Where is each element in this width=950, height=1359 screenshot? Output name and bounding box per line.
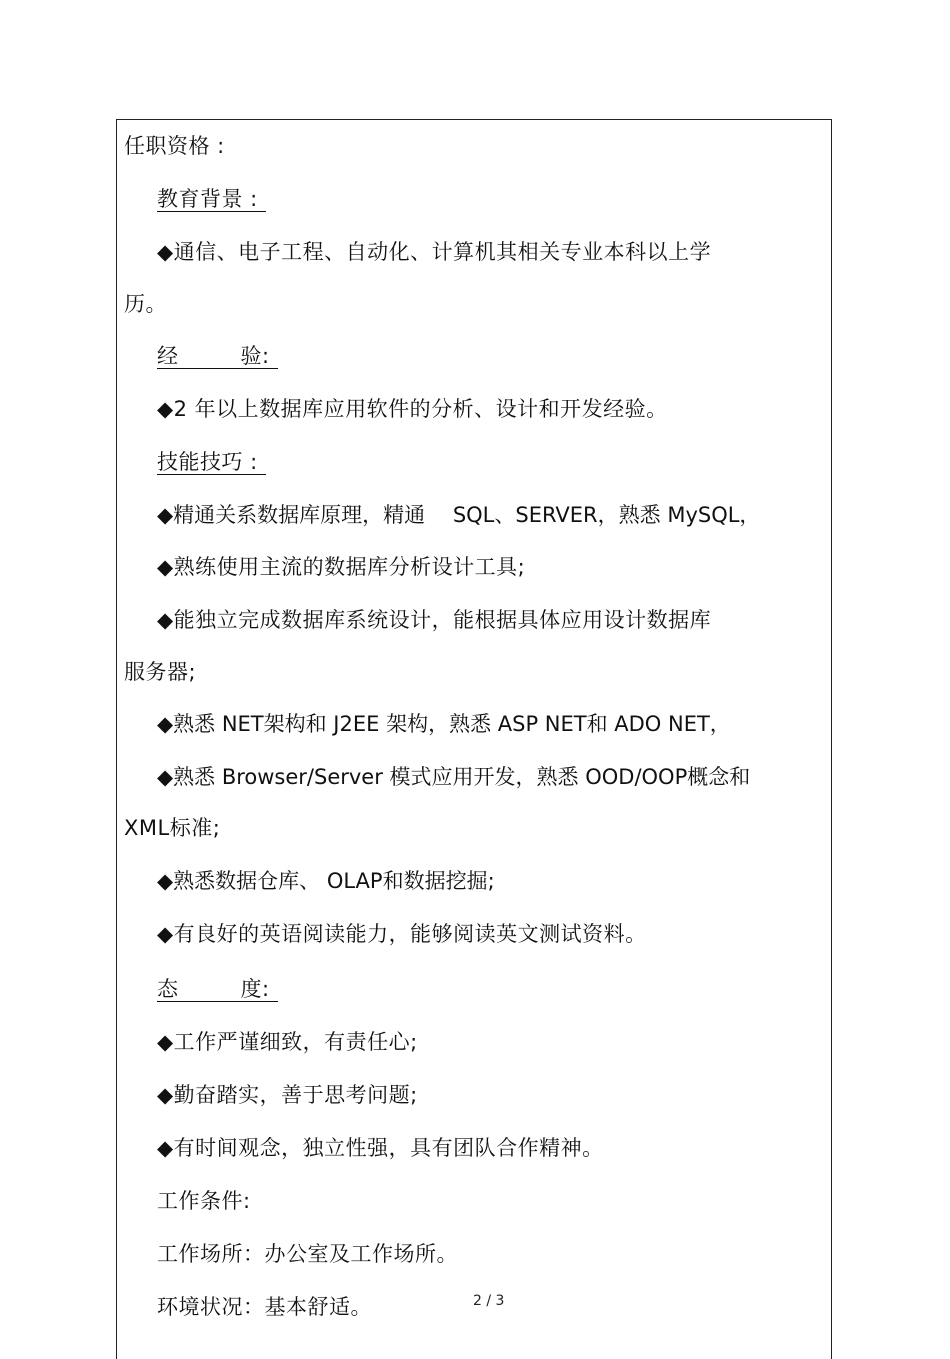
attitude-title-part-a: 态 (157, 977, 179, 1001)
education-item-cont: 历。 (124, 292, 167, 316)
page-number: 2 / 3 (473, 1293, 505, 1309)
skills-item-cont: 服务器; (124, 660, 197, 684)
experience-item: ◆2 年以上数据库应用软件的分析、设计和开发经验。 (157, 397, 668, 421)
skills-item-cont: XML标准; (124, 816, 221, 840)
conditions-place: 工作场所：办公室及工作场所。 (157, 1242, 458, 1266)
attitude-item: ◆工作严谨细致，有责任心; (157, 1030, 418, 1054)
conditions-title: 工作条件: (157, 1189, 251, 1213)
experience-title-part-a: 经 (157, 344, 179, 368)
conditions-environment: 环境状况：基本舒适。 (157, 1295, 372, 1319)
page-frame (116, 119, 832, 1359)
skills-item: ◆有良好的英语阅读能力，能够阅读英文测试资料。 (157, 922, 647, 946)
attitude-item: ◆有时间观念，独立性强，具有团队合作精神。 (157, 1136, 604, 1160)
skills-item: ◆精通关系数据库原理，精通 SQL、SERVER，熟悉 MySQL， (157, 503, 761, 527)
skills-item: ◆熟悉 NET架构和 J2EE 架构，熟悉 ASP NET和 ADO NET， (157, 712, 731, 736)
experience-title-part-b: 验: (240, 344, 270, 368)
skills-item: ◆熟悉数据仓库、 OLAP和数据挖掘; (157, 869, 495, 893)
skills-item: ◆熟悉 Browser/Server 模式应用开发，熟悉 OOD/OOP概念和 (157, 765, 751, 789)
attitude-title-text (157, 977, 278, 1002)
skills-title (157, 448, 266, 476)
attitude-title-part-b: 度: (240, 977, 270, 1001)
education-title (157, 185, 266, 213)
attitude-title (157, 975, 278, 1003)
education-title-text: 教育背景 : (157, 187, 266, 212)
experience-title-text (157, 344, 278, 369)
skills-title-text: 技能技巧 : (157, 450, 266, 475)
skills-item: ◆能独立完成数据库系统设计，能根据具体应用设计数据库 (157, 608, 712, 632)
skills-item: ◆熟练使用主流的数据库分析设计工具; (157, 555, 526, 579)
experience-title (157, 342, 278, 370)
attitude-item: ◆勤奋踏实，善于思考问题; (157, 1083, 418, 1107)
section-heading: 任职资格 : (124, 134, 225, 158)
education-item: ◆通信、电子工程、自动化、计算机其相关专业本科以上学 (157, 240, 712, 264)
